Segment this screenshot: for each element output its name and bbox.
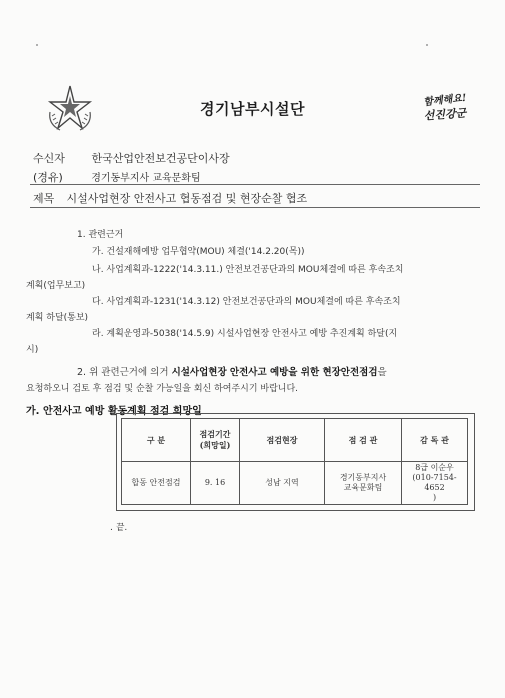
cell-supervisor-line2: (010-7154-4652 [412,473,457,492]
table-header-row [122,419,468,462]
header-period-line2: (희망일) [199,440,231,450]
slogan-line-2: 선진강군 [423,106,467,123]
cell-inspector-line1: 경기동부지사 [339,473,387,482]
cell-supervisor-line1: 8급 이순우 [415,463,454,472]
cell-site: 성남 지역 [240,462,325,505]
section-title: 가. 안전사고 예방 활동계획 점검 희망일 [26,406,202,417]
cell-category: 합동 안전점검 [122,462,191,505]
inspection-plan-table [121,418,468,505]
header-inspector: 점 검 관 [325,419,402,462]
organization-title: 경기남부시설단 [200,100,305,118]
cell-supervisor [402,462,468,505]
via-label: (경유) [33,171,63,184]
item-2-suffix: 을 [377,367,387,378]
basis-ra-line2: 시) [26,345,39,355]
basis-na-line1: 나. 사업계획과-1222('14.3.11.) 안전보건공단과의 MOU체결에 따른 후속조치 [92,265,404,275]
item-2-line1 [77,364,387,378]
scan-speck [36,44,38,46]
via-value: 경기동부지사 교육문화팀 [91,173,201,184]
subject-label: 제목 [33,192,55,205]
table-row [122,462,468,505]
slogan-line-1: 함께해요! [422,92,467,109]
basis-ga: 가. 건설재해예방 업무협약(MOU) 체결('14.2.20(목)) [92,247,305,257]
recipient-row [33,150,230,166]
slogan-logo [414,94,476,122]
via-row [33,169,201,185]
basis-na-line2: 계획(업무보고) [26,281,86,291]
basis-da-line2: 계획 하달(통보) [26,313,89,323]
subject-row [33,190,307,206]
header-category: 구 분 [122,419,191,462]
cell-inspector [325,462,402,505]
end-mark: . 끝. [110,523,128,533]
cell-inspector-line2: 교육문화팀 [343,483,383,492]
scan-speck [426,44,428,46]
header-site: 점검현장 [240,419,325,462]
cell-supervisor-line3: ) [432,493,437,502]
recipient-label: 수신자 [33,152,65,165]
header-period-line1: 점검기간 [199,429,231,439]
header-supervisor: 감 독 관 [402,419,468,462]
recipient-value: 한국산업안전보건공단이사장 [91,152,230,165]
cell-date: 9. 16 [191,462,240,505]
item-2-emphasis: 시설사업현장 안전사고 예방을 위한 현장안전점검 [171,367,378,378]
subject-value: 시설사업현장 안전사고 협동점검 및 현장순찰 협조 [66,192,308,205]
basis-ra-line1: 라. 계획운영과-5038('14.5.9) 시설사업현장 안전사고 예방 추진계획 하달(지 [92,329,398,339]
basis-da-line1: 다. 사업계획과-1231('14.3.12) 안전보건공단과의 MOU체결에 따른 후속조치 [92,297,401,307]
item-2-prefix: 2. 위 관련근거에 의거 [77,367,172,378]
item-1-heading: 1. 관련근거 [77,230,124,240]
divider-line [30,184,480,185]
divider-line [30,207,480,208]
item-2-line2: 요청하오니 검토 후 점검 및 순찰 가능일을 회신 하여주시기 바랍니다. [26,384,299,394]
header-period [191,419,240,462]
